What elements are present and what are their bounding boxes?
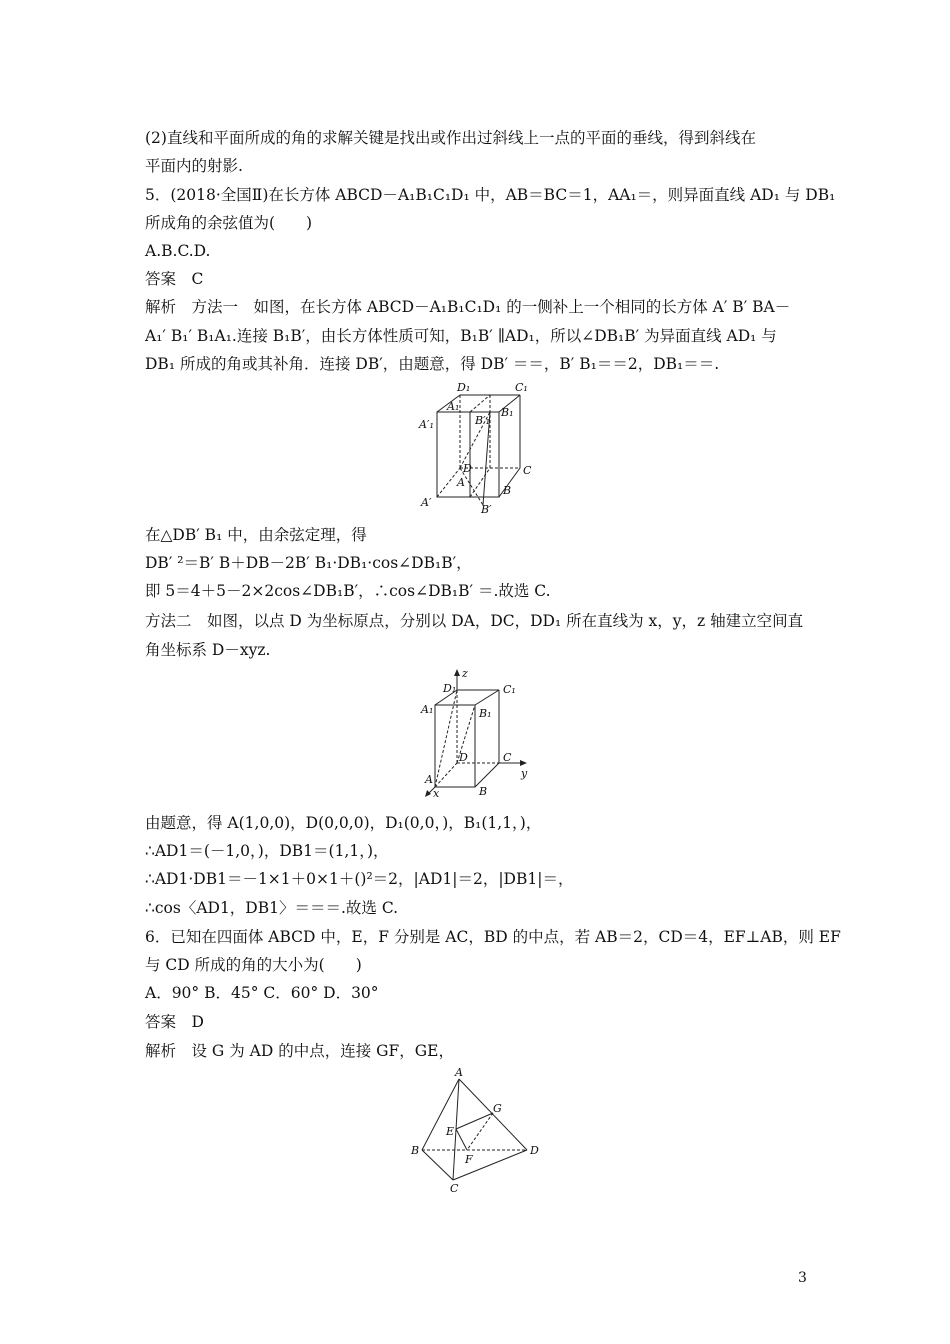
fig3-label: A bbox=[455, 1066, 463, 1079]
cuboid-figure-2 bbox=[415, 665, 545, 800]
fig2-label: x bbox=[433, 787, 440, 800]
fig2-label: z bbox=[462, 667, 468, 680]
fig2-label: y bbox=[521, 767, 528, 780]
answer-options: A.B.C.D. bbox=[145, 242, 211, 260]
text-line: 5．(2018·全国Ⅱ)在长方体 ABCD－A₁B₁C₁D₁ 中，AB＝BC＝1，AA₁＝，则异面直线 AD₁ 与 DB₁ bbox=[145, 186, 836, 204]
fig1-label: C bbox=[523, 464, 532, 477]
answer-options: A．90° B．45° C．60° D．30° bbox=[145, 984, 379, 1002]
fig1-label: D₁ bbox=[457, 381, 471, 394]
fig1-label: B₁ bbox=[501, 406, 514, 419]
fig1-label: C₁ bbox=[515, 381, 528, 394]
fig3-label: E bbox=[446, 1125, 455, 1138]
fig1-label: B′ bbox=[481, 503, 492, 515]
fig3-label: B bbox=[411, 1144, 420, 1157]
text-line: DB₁ 所成的角或其补角．连接 DB′，由题意，得 DB′ ＝＝，B′ B₁＝＝2，DB₁＝＝. bbox=[145, 355, 720, 373]
text-line: DB′ ²＝B′ B＋DB－2B′ B₁·DB₁·cos∠DB₁B′， bbox=[145, 554, 472, 572]
fig2-label: C bbox=[503, 751, 512, 764]
page-number: 3 bbox=[798, 1270, 807, 1286]
text-line: 由题意，得 A(1,0,0)，D(0,0,0)，D₁(0,0，)，B₁(1,1，)， bbox=[145, 814, 542, 832]
fig3-label: C bbox=[450, 1182, 459, 1195]
cuboid-figure-1 bbox=[415, 380, 545, 515]
fig1-label: B′₁ bbox=[475, 414, 490, 427]
fig1-label: A′ bbox=[421, 496, 432, 509]
text-line: 即 5＝4＋5－2×2cos∠DB₁B′，∴cos∠DB₁B′ ＝.故选 C. bbox=[145, 582, 551, 600]
text-line: 6．已知在四面体 ABCD 中，E，F 分别是 AC，BD 的中点，若 AB＝2，CD＝4，EF⊥AB，则 EF bbox=[145, 928, 841, 946]
text-line: 角坐标系 D－xyz. bbox=[145, 641, 271, 659]
fig1-label: A′₁ bbox=[419, 418, 434, 431]
text-line: 解析 设 G 为 AD 的中点，连接 GF，GE， bbox=[145, 1042, 454, 1060]
fig2-label: B₁ bbox=[479, 707, 492, 720]
text-line: ∴cos〈AD1，DB1〉＝＝＝.故选 C. bbox=[145, 899, 399, 917]
tetrahedron-figure bbox=[405, 1065, 550, 1195]
fig1-label: A bbox=[457, 476, 465, 489]
answer-line: 答案 C bbox=[145, 270, 204, 288]
fig3-label: G bbox=[493, 1102, 502, 1115]
fig2-label: D bbox=[459, 751, 468, 764]
text-line: 所成角的余弦值为( ) bbox=[145, 214, 313, 232]
fig2-label: A bbox=[425, 773, 433, 786]
fig2-label: C₁ bbox=[503, 683, 516, 696]
text-line: 平面内的射影. bbox=[145, 157, 243, 175]
fig3-label: F bbox=[465, 1153, 473, 1166]
fig1-label: B bbox=[503, 484, 512, 497]
text-line: ∴AD1·DB1＝－1×1＋0×1＋()²＝2，|AD1|＝2，|DB1|＝， bbox=[145, 870, 574, 888]
text-line: ∴AD1＝(－1,0，)，DB1＝(1,1，)， bbox=[145, 842, 389, 860]
text-line: (2)直线和平面所成的角的求解关键是找出或作出过斜线上一点的平面的垂线，得到斜线在 bbox=[145, 129, 756, 147]
fig1-label: D bbox=[463, 462, 472, 475]
fig1-label: A₁ bbox=[447, 400, 460, 413]
text-line: 与 CD 所成的角的大小为( ) bbox=[145, 956, 362, 974]
fig2-label: D₁ bbox=[443, 682, 457, 695]
answer-line: 答案 D bbox=[145, 1013, 204, 1031]
fig2-label: B bbox=[479, 785, 488, 798]
fig3-label: D bbox=[530, 1144, 539, 1157]
text-line: 解析 方法一 如图，在长方体 ABCD－A₁B₁C₁D₁ 的一侧补上一个相同的长方体 A′ B′ BA－ bbox=[145, 298, 791, 316]
text-line: 方法二 如图，以点 D 为坐标原点，分别以 DA，DC，DD₁ 所在直线为 x，y，z 轴建立空间直 bbox=[145, 612, 804, 630]
text-line: 在△DB′ B₁ 中，由余弦定理，得 bbox=[145, 526, 367, 544]
fig2-label: A₁ bbox=[421, 703, 434, 716]
text-line: A₁′ B₁′ B₁A₁.连接 B₁B′，由长方体性质可知，B₁B′ ∥AD₁，所以∠DB₁B′ 为异面直线 AD₁ 与 bbox=[145, 327, 777, 345]
